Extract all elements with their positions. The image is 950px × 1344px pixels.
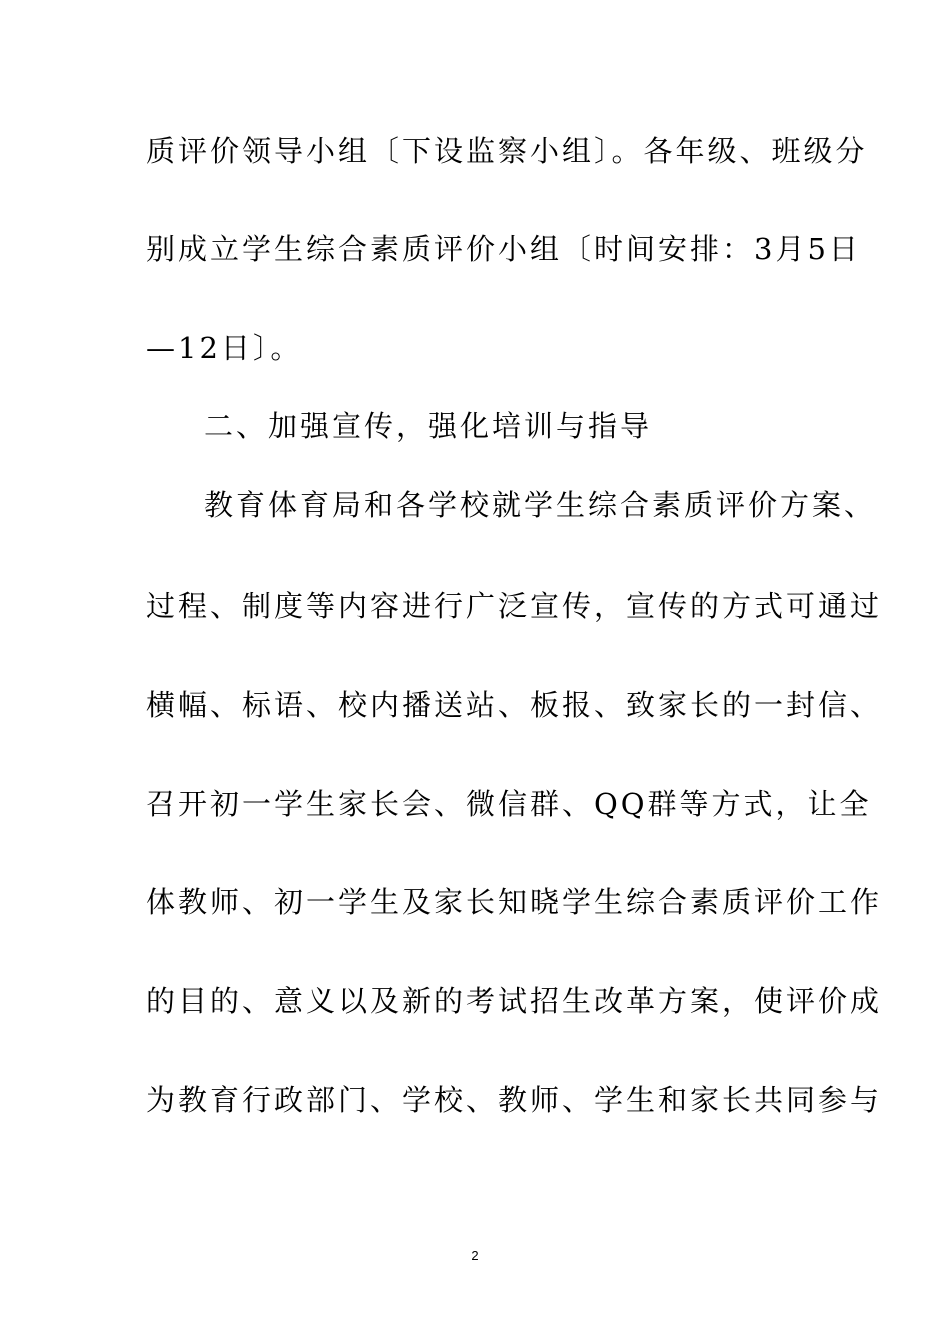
paragraph-line-7: 横幅、标语、校内播送站、板报、致家长的一封信、 [146, 688, 883, 722]
paragraph-line-2: 别成立学生综合素质评价小组〔时间安排：3月5日 [146, 232, 861, 266]
paragraph-line-5: 教育体育局和各学校就学生综合素质评价方案、 [204, 488, 877, 522]
paragraph-line-8: 召开初一学生家长会、微信群、QQ群等方式，让全 [146, 787, 872, 821]
paragraph-line-6: 过程、制度等内容进行广泛宣传，宣传的方式可通过 [146, 589, 883, 623]
paragraph-line-3: —12日〕。 [146, 331, 303, 365]
paragraph-line-1: 质评价领导小组〔下设监察小组〕。各年级、班级分 [146, 134, 868, 168]
paragraph-line-9: 体教师、初一学生及家长知晓学生综合素质评价工作 [146, 885, 883, 919]
page-number: 2 [471, 1248, 479, 1263]
paragraph-line-10: 的目的、意义以及新的考试招生改革方案，使评价成 [146, 984, 883, 1018]
section-heading: 二、加强宣传，强化培训与指导 [204, 409, 653, 443]
paragraph-line-11: 为教育行政部门、学校、教师、学生和家长共同参与 [146, 1083, 883, 1117]
